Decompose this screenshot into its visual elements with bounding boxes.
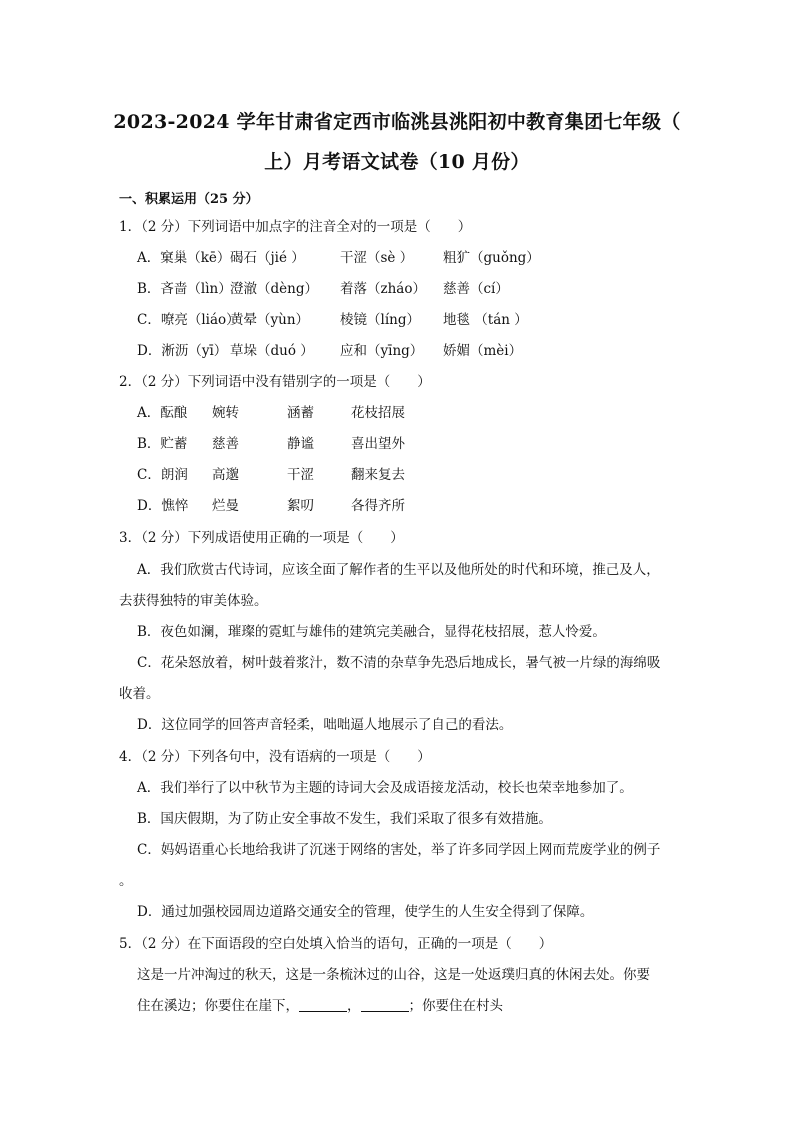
question-3-option-c-cont: 收着。 — [119, 686, 160, 702]
option-term: B．贮蓄 — [137, 436, 188, 452]
passage-text: ， — [347, 998, 361, 1014]
question-4-option-c: C．妈妈语重心长地给我讲了沉迷于网络的害处，举了许多同学因上网而荒废学业的例子 — [137, 842, 661, 858]
option-term: 喜出望外 — [351, 436, 405, 452]
option-term: 慈善（cí） — [443, 281, 509, 297]
question-3-option-c: C．花朵怒放着，树叶鼓着浆汁，数不清的杂草争先恐后地成长，暑气被一片绿的海绵吸 — [137, 655, 661, 671]
fill-in-blank — [299, 997, 347, 1012]
question-5-passage-line-2 — [137, 996, 503, 1016]
option-term: 花枝招展 — [351, 405, 405, 421]
question-2-stem: 2．（2 分）下列词语中没有错别字的一项是（ ） — [119, 374, 431, 390]
question-1-option-d — [137, 341, 522, 361]
option-term: 干涩 — [287, 467, 314, 483]
option-term: C．嘹亮（liáo） — [137, 312, 240, 328]
option-term: 干涩（sè ） — [340, 250, 414, 266]
option-term: 涵蓄 — [287, 405, 314, 421]
option-term: A．酝酿 — [137, 405, 188, 421]
question-4-option-a: A．我们举行了以中秋节为主题的诗词大会及成语接龙活动，校长也荣幸地参加了。 — [137, 780, 633, 796]
question-1-option-b — [137, 279, 509, 299]
passage-text: 住在溪边；你要住在崖下， — [137, 998, 299, 1014]
section-heading: 一、积累运用（25 分） — [119, 192, 259, 207]
question-1-option-a — [137, 248, 540, 268]
exam-title-line-2: 上）月考语文试卷（10 月份） — [264, 151, 530, 173]
passage-text: ；你要住在村头 — [408, 998, 503, 1014]
option-term: D．憔悴 — [137, 498, 189, 514]
option-term: 娇媚（mèi） — [443, 343, 523, 359]
question-2-option-d — [137, 496, 405, 516]
question-3-option-d: D．这位同学的回答声音轻柔，咄咄逼人地展示了自己的看法。 — [137, 717, 513, 733]
exam-title-line-1: 2023-2024 学年甘肃省定西市临洮县洮阳初中教育集团七年级（ — [113, 111, 681, 133]
option-term: C．朗润 — [137, 467, 188, 483]
question-2-option-c — [137, 465, 405, 485]
question-1-stem: 1．（2 分）下列词语中加点字的注音全对的一项是（ ） — [119, 219, 472, 235]
option-term: 各得齐所 — [351, 498, 405, 514]
option-term: 粗犷（guǒng） — [443, 250, 540, 266]
option-term: 絮叨 — [287, 498, 314, 514]
question-4-stem: 4．（2 分）下列各句中，没有语病的一项是（ ） — [119, 749, 431, 765]
option-term: 慈善 — [212, 436, 239, 452]
question-3-option-a-cont: 去获得独特的审美体验。 — [119, 593, 268, 609]
question-5-stem: 5．（2 分）在下面语段的空白处填入恰当的语句，正确的一项是（ ） — [119, 936, 553, 952]
option-term: 地毯 （tán ） — [443, 312, 528, 328]
question-2-option-a — [137, 403, 405, 423]
option-term: D．淅沥（yī） — [137, 343, 228, 359]
question-4-option-c-cont: 。 — [119, 873, 133, 889]
fill-in-blank — [361, 997, 409, 1012]
option-term: 高邈 — [212, 467, 239, 483]
option-term: 澄澈（dèng） — [230, 281, 318, 297]
option-term: 草垛（duó ） — [230, 343, 314, 359]
option-term: 静谧 — [287, 436, 314, 452]
question-3-stem: 3．（2 分）下列成语使用正确的一项是（ ） — [119, 530, 404, 546]
option-term: B．吝啬（lìn） — [137, 281, 232, 297]
question-4-option-b: B．国庆假期，为了防止安全事故不发生，我们采取了很多有效措施。 — [137, 811, 552, 827]
option-term: 棱镜（líng） — [340, 312, 420, 328]
option-term: 着落（zháo） — [340, 281, 426, 297]
option-term: 碣石（jié ） — [230, 250, 305, 266]
option-term: 烂曼 — [212, 498, 239, 514]
option-term: A．窠巢（kē） — [137, 250, 231, 266]
option-term: 婉转 — [212, 405, 239, 421]
option-term: 应和（yīng） — [340, 343, 424, 359]
question-5-passage-line-1: 这是一片冲淘过的秋天，这是一条梳沐过的山谷，这是一处返璞归真的休闲去处。你要 — [137, 967, 650, 983]
option-term: 黄晕（yùn） — [230, 312, 310, 328]
question-3-option-b: B．夜色如澜，璀璨的霓虹与雄伟的建筑完美融合，显得花枝招展，惹人怜爱。 — [137, 624, 606, 640]
question-1-option-c — [137, 310, 528, 330]
question-3-option-a: A．我们欣赏古代诗词，应该全面了解作者的生平以及他所处的时代和环境，推己及人， — [137, 562, 660, 578]
question-2-option-b — [137, 434, 405, 454]
option-term: 翻来复去 — [351, 467, 405, 483]
question-4-option-d: D．通过加强校园周边道路交通安全的管理，使学生的人生安全得到了保障。 — [137, 904, 594, 920]
